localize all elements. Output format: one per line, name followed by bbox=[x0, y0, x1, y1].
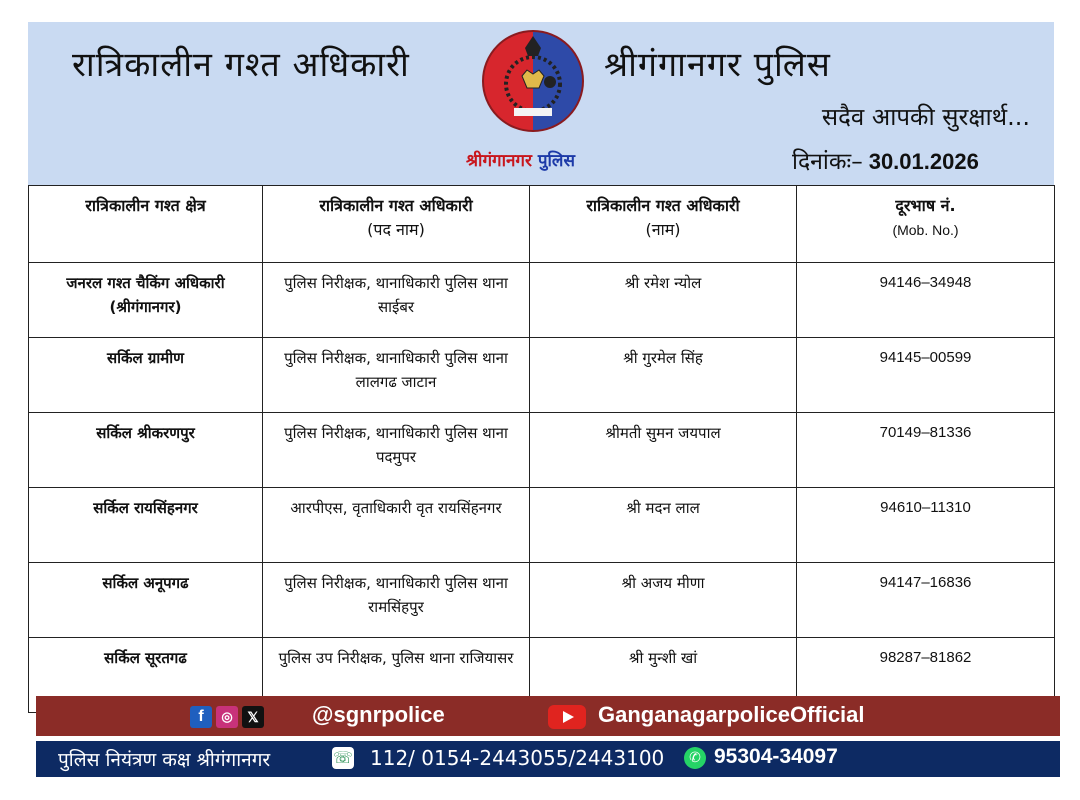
youtube-channel-name[interactable]: GanganagarpoliceOfficial bbox=[598, 702, 865, 727]
title-sriganganagar-police: श्रीगंगानगर पुलिस bbox=[604, 45, 831, 85]
zone-cell: सर्किल सूरतगढ bbox=[29, 638, 263, 713]
phone-cell: 94147–16836 bbox=[797, 563, 1055, 638]
zone-cell: सर्किल अनूपगढ bbox=[29, 563, 263, 638]
zone-cell: सर्किल ग्रामीण bbox=[29, 338, 263, 413]
date-value: 30.01.2026 bbox=[868, 149, 979, 174]
title-night-patrol-officer: रात्रिकालीन गश्त अधिकारी bbox=[72, 45, 410, 85]
officer-name-cell: श्रीमती सुमन जयपाल bbox=[530, 413, 797, 488]
header-zone: रात्रिकालीन गश्त क्षेत्र bbox=[29, 186, 263, 263]
phone-cell: 94146–34948 bbox=[797, 263, 1055, 338]
date-label: दिनांकः– bbox=[792, 149, 863, 175]
youtube-icon[interactable] bbox=[548, 705, 586, 729]
table-row bbox=[29, 338, 1055, 413]
table-row bbox=[29, 563, 1055, 638]
designation-cell: आरपीएस, वृताधिकारी वृत रायसिंहनगर bbox=[263, 488, 530, 563]
header-phone: दूरभाष नं. (Mob. No.) bbox=[797, 186, 1055, 263]
police-emblem-logo bbox=[478, 26, 588, 136]
officer-name-cell: श्री मुन्शी खां bbox=[530, 638, 797, 713]
whatsapp-number[interactable]: 95304-34097 bbox=[714, 745, 838, 768]
designation-cell: पुलिस निरीक्षक, थानाधिकारी पुलिस थाना साईबर bbox=[263, 263, 530, 338]
social-handle[interactable]: @sgnrpolice bbox=[312, 702, 445, 727]
x-icon[interactable]: 𝕏 bbox=[242, 706, 264, 728]
control-room-label: पुलिस नियंत्रण कक्ष श्रीगंगानगर bbox=[58, 749, 271, 771]
phone-cell: 94610–11310 bbox=[797, 488, 1055, 563]
control-room-numbers[interactable]: 112/ 0154-2443055/2443100 bbox=[370, 746, 665, 770]
table-row bbox=[29, 413, 1055, 488]
table-row bbox=[29, 488, 1055, 563]
table-header-row bbox=[29, 186, 1055, 263]
designation-cell: पुलिस निरीक्षक, थानाधिकारी पुलिस थाना लालगढ जाटान bbox=[263, 338, 530, 413]
designation-cell: पुलिस निरीक्षक, थानाधिकारी पुलिस थाना रामसिंहपुर bbox=[263, 563, 530, 638]
header-name: रात्रिकालीन गश्त अधिकारी (नाम) bbox=[530, 186, 797, 263]
facebook-icon[interactable]: f bbox=[190, 706, 212, 728]
logo-caption-police: पुलिस bbox=[537, 151, 575, 171]
date-line bbox=[792, 144, 979, 176]
zone-cell: जनरल गश्त चैकिंग अधिकारी (श्रीगंगानगर) bbox=[29, 263, 263, 338]
header-banner bbox=[28, 22, 1054, 185]
logo-caption-city: श्रीगंगानगर bbox=[466, 151, 532, 171]
phone-icon: ☏ bbox=[332, 748, 353, 767]
header-designation: रात्रिकालीन गश्त अधिकारी (पद नाम) bbox=[263, 186, 530, 263]
officer-name-cell: श्री अजय मीणा bbox=[530, 563, 797, 638]
tagline: सदैव आपकी सुरक्षार्थ... bbox=[821, 103, 1030, 131]
whatsapp-icon: ✆ bbox=[684, 747, 706, 769]
zone-cell: सर्किल रायसिंहनगर bbox=[29, 488, 263, 563]
officer-name-cell: श्री रमेश न्योल bbox=[530, 263, 797, 338]
logo-caption bbox=[466, 148, 575, 171]
contact-bar bbox=[36, 741, 1060, 777]
instagram-icon[interactable]: ◎ bbox=[216, 706, 238, 728]
designation-cell: पुलिस उप निरीक्षक, पुलिस थाना राजियासर bbox=[263, 638, 530, 713]
zone-cell: सर्किल श्रीकरणपुर bbox=[29, 413, 263, 488]
designation-cell: पुलिस निरीक्षक, थानाधिकारी पुलिस थाना पदमुपर bbox=[263, 413, 530, 488]
officer-name-cell: श्री मदन लाल bbox=[530, 488, 797, 563]
phone-cell: 70149–81336 bbox=[797, 413, 1055, 488]
phone-cell: 98287–81862 bbox=[797, 638, 1055, 713]
phone-cell: 94145–00599 bbox=[797, 338, 1055, 413]
table-row bbox=[29, 263, 1055, 338]
officer-name-cell: श्री गुरमेल सिंह bbox=[530, 338, 797, 413]
social-media-bar bbox=[36, 696, 1060, 736]
patrol-officer-table bbox=[28, 185, 1055, 713]
